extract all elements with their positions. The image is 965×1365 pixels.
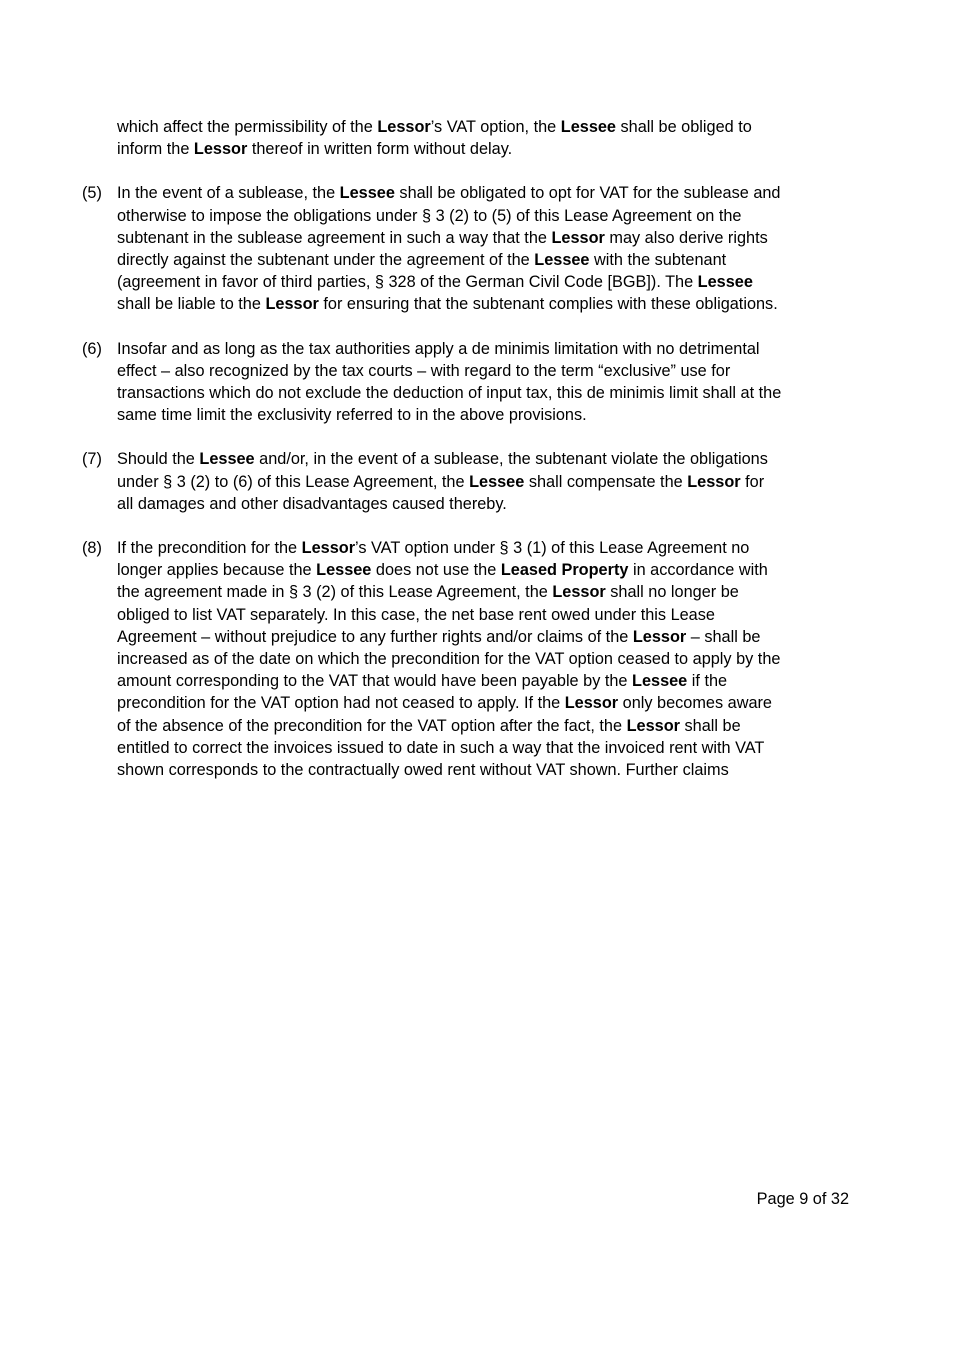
defined-term: Lessor — [265, 295, 319, 314]
text-line: amount corresponding to the VAT that would have been payable by the Lessee if the — [117, 672, 728, 691]
text-line: otherwise to impose the obligations under § 3 (2) to (5) of this Lease Agreement on the — [117, 206, 742, 225]
defined-term: Lessor — [626, 716, 680, 735]
text-line: shown corresponds to the contractually owed rent without VAT shown. Further claims — [117, 761, 729, 780]
defined-term: Lessor — [552, 583, 606, 602]
defined-term: Lessee — [534, 251, 590, 270]
text-line: entitled to correct the invoices issued to date in such a way that the invoiced rent with VAT — [117, 738, 765, 757]
defined-term: Lessor — [632, 627, 687, 646]
continued-paragraph — [82, 116, 852, 160]
defined-term: Lessee — [199, 450, 255, 469]
text-line: In the event of a sublease, the Lessee shall be obligated to opt for VAT for the sublease and — [117, 184, 781, 203]
text-line: increased as of the date on which the precondition for the VAT option ceased to apply by the — [117, 650, 781, 669]
text-line: obliged to list VAT separately. In this case, the net base rent owed under this Lease — [117, 605, 715, 624]
defined-term: Lessee — [339, 184, 395, 203]
clause-paragraph — [82, 537, 852, 781]
defined-term: Lessor — [193, 140, 248, 159]
defined-term: Lessor — [687, 472, 741, 491]
defined-term: Lessor — [377, 118, 431, 136]
text-line: the agreement made in § 3 (2) of this Lease Agreement, the Lessor shall no longer be — [117, 583, 739, 602]
clause-number: (5) — [82, 184, 102, 203]
defined-term: Lessor — [301, 539, 356, 558]
text-line: subtenant in the sublease agreement in such a way that the Lessor may also derive rights — [117, 228, 768, 247]
text-line: transactions which do not exclude the deduction of input tax, this de minimis limit shall at the — [117, 384, 782, 403]
text-line: Agreement – without prejudice to any further rights and/or claims of the Lessor – shall be — [117, 627, 761, 646]
text-line: all damages and other disadvantages caused thereby. — [117, 494, 507, 513]
defined-term: Lessee — [469, 472, 525, 491]
defined-term: Leased Property — [500, 561, 629, 580]
text-line: If the precondition for the Lessor’s VAT option under § 3 (1) of this Lease Agreement no — [117, 539, 750, 558]
clause-number: (8) — [82, 539, 102, 558]
text-line: inform the Lessor thereof in written form without delay. — [117, 140, 513, 159]
defined-term: Lessee — [697, 273, 753, 292]
clause-paragraph — [82, 182, 852, 315]
text-line: longer applies because the Lessee does not use the Leased Property in accordance with — [117, 561, 768, 580]
text-line: Should the Lessee and/or, in the event of a sublease, the subtenant violate the obligations — [117, 450, 768, 469]
text-line: precondition for the VAT option had not ceased to apply. If the Lessor only becomes aware — [117, 694, 772, 713]
text-line: of the absence of the precondition for the VAT option after the fact, the Lessor shall be — [117, 716, 741, 735]
clause-paragraph — [82, 338, 852, 427]
defined-term: Lessee — [632, 672, 688, 691]
page-number: Page 9 of 32 — [756, 1190, 849, 1208]
text-line: effect – also recognized by the tax courts – with regard to the term “exclusive” use for — [117, 361, 731, 380]
text-line: Insofar and as long as the tax authorities apply a de minimis limitation with no detrimental — [117, 339, 760, 358]
text-line: which affect the permissibility of the Lessor’s VAT option, the Lessee shall be obliged to — [117, 118, 752, 136]
defined-term: Lessee — [560, 118, 616, 136]
defined-term: Lessor — [551, 228, 605, 247]
defined-term: Lessee — [316, 561, 372, 580]
text-line: directly against the subtenant under the agreement of the Lessee with the subtenant — [117, 251, 727, 270]
defined-term: Lessor — [564, 694, 619, 713]
clause-number: (7) — [82, 450, 102, 469]
text-line: shall be liable to the Lessor for ensuring that the subtenant complies with these obligations. — [117, 295, 778, 314]
text-line: under § 3 (2) to (6) of this Lease Agreement, the Lessee shall compensate the Lessor for — [117, 472, 765, 491]
clause-number: (6) — [82, 339, 102, 358]
text-line: same time limit the exclusivity referred to in the above provisions. — [117, 406, 587, 425]
clause-paragraph — [82, 448, 852, 515]
document-body — [82, 116, 852, 803]
text-line: (agreement in favor of third parties, § 328 of the German Civil Code [BGB]). The Lessee — [117, 273, 753, 292]
